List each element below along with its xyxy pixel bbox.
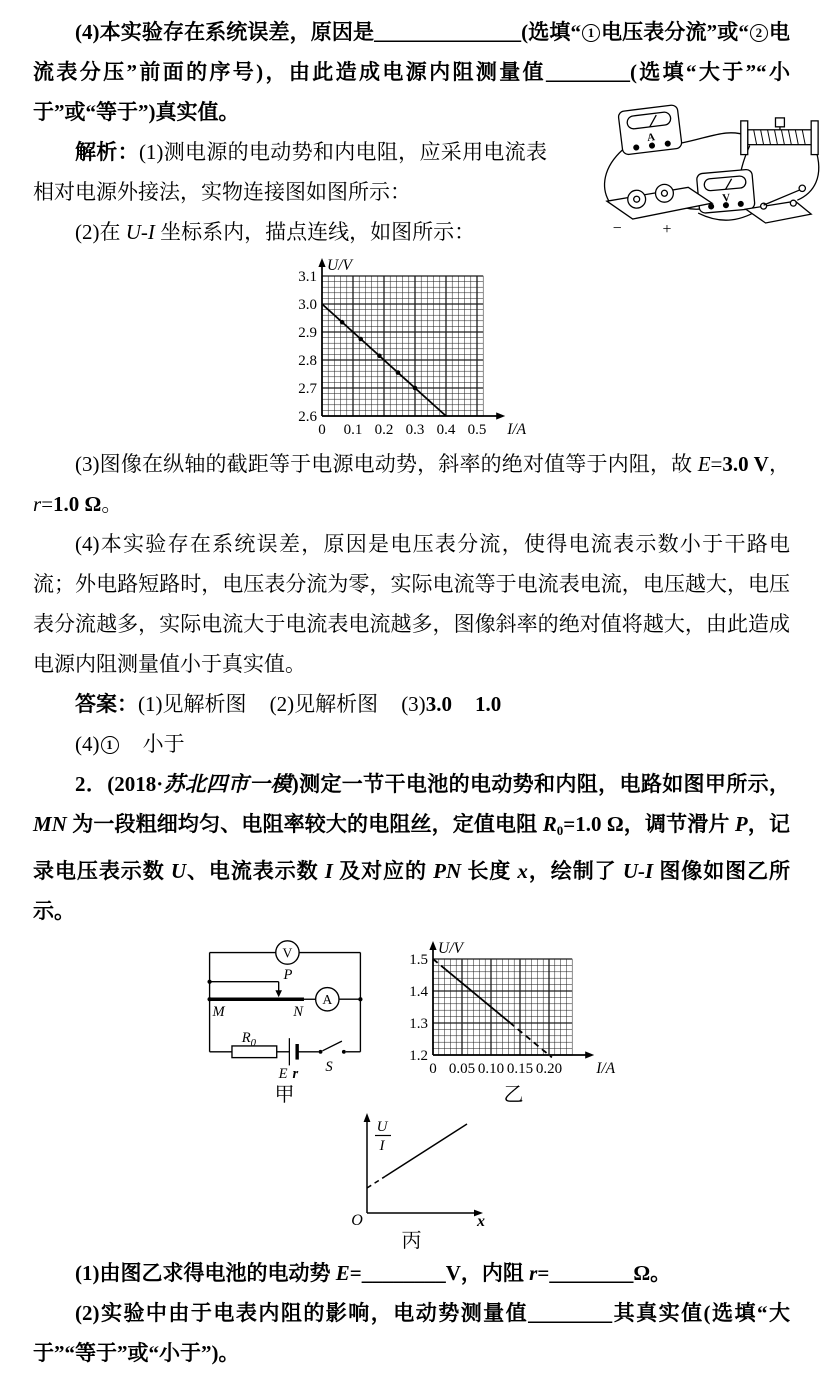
x-tick-label: 0 <box>317 422 326 438</box>
x-tick-label: 0.10 <box>477 1060 504 1077</box>
y-tick-label: 2.8 <box>297 353 317 369</box>
text-segment: x <box>517 858 528 883</box>
text-segment: ，记录电压表示数 <box>33 812 791 883</box>
text-segment: 0 <box>556 822 564 838</box>
text-segment: (3)图像在纵轴的截距等于电源电动势，斜率的绝对值等于内阻，故 <box>75 452 698 476</box>
text-segment: 图像如图乙所示。 <box>33 858 791 923</box>
text-segment: Ω。 <box>633 1260 672 1285</box>
battery-plus-label: + <box>662 220 672 238</box>
text-segment: PN <box>433 858 462 883</box>
text-segment: 2．(2018· <box>75 772 164 796</box>
x-tick-label: 0.1 <box>343 422 362 438</box>
y-tick-label: 1.3 <box>408 1015 428 1032</box>
ammeter-letter: A <box>646 131 656 145</box>
jiexi-paragraph-4 <box>33 524 790 684</box>
text-segment: 为一段粗细均匀、电阻率较大的电阻丝，定值电阻 <box>66 812 543 836</box>
x-tick-label: 0.5 <box>467 422 486 438</box>
text-segment: (选填“ <box>521 20 581 44</box>
text-segment: (选填“大于”“小于”或“等于”)真实值。 <box>33 60 790 124</box>
text-segment: ，绘制了 <box>527 858 623 883</box>
text-segment: )测定一节干电池的电动势和内阻，电路如图甲所示， <box>291 772 790 796</box>
x-tick-label: 0.2 <box>374 422 393 438</box>
text-segment: U <box>170 858 187 883</box>
text-segment: U-I <box>125 220 155 244</box>
text-segment: 坐标系内，描点连线，如图所示： <box>154 220 476 244</box>
text-segment: (4)本实验存在系统误差，原因是电压表分流，使得电流表示数小于干路电流；外电路短路时，电压表分流为零，实际电流等于电流表电流，电压越大，电压表分流越多，实际电流大于电流表电流越多，图像斜率的绝对值将越大，由此造成电源内阻测量值小于真实值。 <box>33 532 790 676</box>
apparatus-drawing <box>599 94 832 236</box>
switch-s-label: S <box>324 1059 333 1076</box>
apparatus-ammeter <box>618 105 682 156</box>
n-label: N <box>292 1003 303 1020</box>
text-segment: U-I <box>622 858 654 883</box>
y-tick-label: 3.1 <box>297 269 317 285</box>
text-segment: R <box>542 812 557 836</box>
r0-label: $R_0$ <box>241 1029 256 1049</box>
battery-minus-label: − <box>612 219 622 237</box>
text-segment: 答案： <box>75 692 138 716</box>
bing-sketch-graph <box>327 1109 497 1230</box>
text-segment: E <box>335 1260 350 1285</box>
apparatus-voltmeter <box>696 169 755 213</box>
text-segment: 、电流表示数 <box>186 858 325 883</box>
text-segment: 3.0 <box>425 692 452 716</box>
text-segment: I <box>324 858 333 883</box>
bing-origin-label: O <box>350 1211 363 1229</box>
y-tick-label: 1.4 <box>408 983 428 1000</box>
text-segment: (1)由图乙求得电池的电动势 <box>75 1260 336 1285</box>
y-axis-arrow <box>363 1113 370 1122</box>
text-segment: = <box>537 1260 550 1285</box>
x-tick-label: 0.05 <box>448 1060 475 1077</box>
apparatus-illustration <box>557 94 790 236</box>
x-tick-label: 0.4 <box>436 422 455 438</box>
problem2-q2-paragraph <box>33 1293 790 1373</box>
emf-label: E r <box>278 1065 298 1082</box>
figure-row-jia-yi <box>33 935 790 1107</box>
x-tick-label: 0.15 <box>506 1060 533 1077</box>
text-segment: 1 <box>101 736 119 754</box>
x-axis-label: I/A <box>506 421 526 438</box>
text-segment: (2)见解析图 <box>269 692 379 716</box>
apparatus-battery <box>607 184 712 219</box>
answer-paragraph-2 <box>33 724 790 764</box>
y-tick-label: 2.7 <box>297 381 317 397</box>
text-segment: 电压表分流”或“ <box>600 20 749 44</box>
y-tick-label: 1.2 <box>408 1047 428 1064</box>
voltmeter-letter: V <box>721 191 731 205</box>
text-segment: P <box>734 812 748 836</box>
y-tick-label: 2.6 <box>297 409 317 425</box>
text-segment: r <box>529 1260 538 1285</box>
m-label: M <box>212 1003 225 1020</box>
graph-bing-figure <box>33 1109 790 1253</box>
y-tick-label: 3.0 <box>297 297 317 313</box>
text-segment: 1 <box>582 24 600 42</box>
text-segment: = <box>41 492 54 516</box>
text-segment: 小于 <box>142 732 185 756</box>
text-segment: E <box>697 452 711 476</box>
bing-ylabel-denominator: I <box>379 1137 384 1154</box>
text-segment: ， <box>768 452 790 476</box>
text-segment: ________ <box>545 60 630 84</box>
text-segment: V，内阻 <box>445 1260 530 1285</box>
text-segment: 及对应的 <box>332 858 434 883</box>
text-segment: 1.0 Ω <box>53 492 102 516</box>
ammeter-symbol-label: A <box>321 991 332 1007</box>
text-segment: (4)本实验存在系统误差，原因是 <box>75 20 375 44</box>
answer-paragraph-1 <box>33 684 790 724</box>
caption-jia: 甲 <box>274 1083 295 1106</box>
text-segment: 苏北四市一模 <box>163 772 292 796</box>
y-axis-label: U/V <box>326 257 352 274</box>
text-segment: ，调节滑片 <box>623 812 735 836</box>
bing-ylabel-numerator: U <box>376 1118 387 1135</box>
text-segment: = <box>710 452 723 476</box>
graph-yi-figure <box>399 939 629 1107</box>
text-segment: 解析： <box>75 140 139 164</box>
x-tick-label: 0.20 <box>535 1060 562 1077</box>
text-segment: (2)实验中由于电表内阻的影响，电动势测量值 <box>75 1300 529 1325</box>
apparatus-switch <box>746 185 811 223</box>
jiexi-paragraph-3 <box>33 444 790 524</box>
bing-xlabel: x <box>476 1212 485 1230</box>
text-segment: ________ <box>361 1260 446 1285</box>
problem2-q1-paragraph <box>33 1253 790 1293</box>
text-segment: r <box>33 492 42 516</box>
y-tick-label: 1.5 <box>408 951 428 968</box>
text-segment: (1)测电源的电动势和内电阻，应采用电流表相对电源外接法，实物连接图如图所示： <box>33 140 547 204</box>
yi-ui-graph <box>399 939 629 1081</box>
text-segment: 其真实值(选填“大于”“等于”或“小于”)。 <box>33 1300 790 1365</box>
text-segment: = <box>349 1260 362 1285</box>
voltmeter-symbol-label: V <box>282 945 292 961</box>
text-segment: ________ <box>549 1260 634 1285</box>
text-segment: ________ <box>528 1300 613 1325</box>
text-segment: (1)见解析图 <box>138 692 247 716</box>
problem-2-paragraph <box>33 764 790 931</box>
jiexi-1-text <box>33 140 547 204</box>
answer-ui-graph-figure <box>33 256 790 442</box>
caption-yi: 乙 <box>503 1083 524 1106</box>
x-tick-label: 0.3 <box>405 422 424 438</box>
text-segment: MN <box>33 812 67 836</box>
text-segment: 3.0 V <box>722 452 769 476</box>
y-axis-label: U/V <box>437 939 463 957</box>
text-segment: 2 <box>750 24 768 42</box>
circuit-jia-figure <box>195 935 375 1107</box>
text-segment: 长度 <box>461 858 518 883</box>
text-segment: 电流表分压”前面的序号)，由此造成电源内阻测量值 <box>33 20 791 84</box>
text-segment: = <box>563 812 576 836</box>
apparatus-rheostat <box>741 118 818 155</box>
caption-bing: 丙 <box>401 1229 422 1252</box>
text-segment: (3) <box>401 692 426 716</box>
text-segment: (4) <box>75 732 100 756</box>
text-segment: 1.0 Ω <box>575 812 624 836</box>
x-tick-label: 0 <box>428 1060 437 1077</box>
text-segment: 1.0 <box>475 692 502 716</box>
text-segment: ______________ <box>374 20 522 44</box>
x-axis-label: I/A <box>595 1059 615 1077</box>
circuit-jia-diagram <box>195 935 375 1081</box>
answer-ui-graph <box>284 256 540 442</box>
text-segment: 。 <box>101 492 123 516</box>
text-segment: (2)在 <box>75 220 126 244</box>
slider-p-label: P <box>283 966 292 983</box>
y-tick-label: 2.9 <box>297 325 317 341</box>
